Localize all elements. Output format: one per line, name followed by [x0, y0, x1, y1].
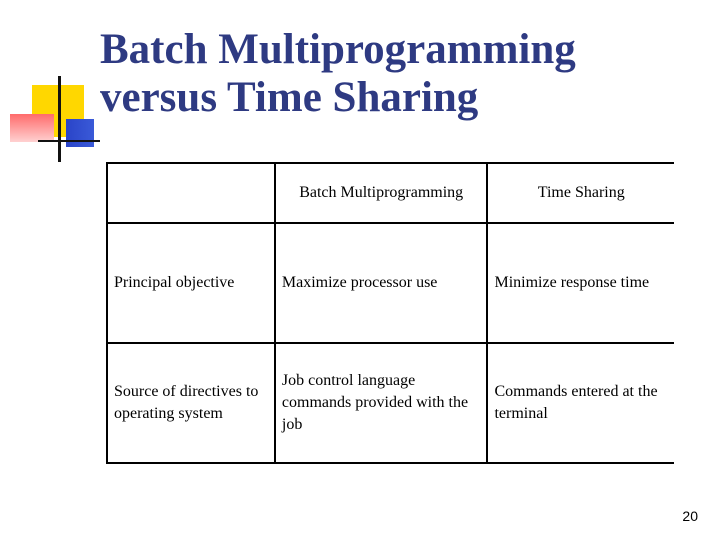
- table-header-row: [107, 163, 674, 223]
- page-number: 20: [682, 508, 698, 524]
- table-row: [107, 223, 674, 343]
- slide-title: [100, 26, 576, 122]
- header-cell-batch: Batch Multiprogramming: [275, 163, 488, 223]
- header-cell-timesharing: Time Sharing: [487, 163, 674, 223]
- comparison-table: [106, 162, 674, 464]
- decorative-blue-square: [66, 119, 94, 147]
- cell-timesharing-objective: Minimize response time: [487, 223, 674, 343]
- decorative-vertical-line: [58, 76, 61, 162]
- row-label-principal-objective: Principal objective: [107, 223, 275, 343]
- title-line-2: versus Time Sharing: [100, 74, 479, 121]
- cell-timesharing-directives: Commands entered at the terminal: [487, 343, 674, 463]
- table-row: [107, 343, 674, 463]
- row-label-source-of-directives: Source of directives to operating system: [107, 343, 275, 463]
- title-line-1: Batch Multiprogramming: [100, 26, 576, 73]
- header-cell-blank: [107, 163, 275, 223]
- decorative-red-bar: [10, 114, 54, 142]
- decorative-horizontal-line: [38, 140, 100, 142]
- cell-batch-directives: Job control language commands provided with the job: [275, 343, 488, 463]
- cell-batch-objective: Maximize processor use: [275, 223, 488, 343]
